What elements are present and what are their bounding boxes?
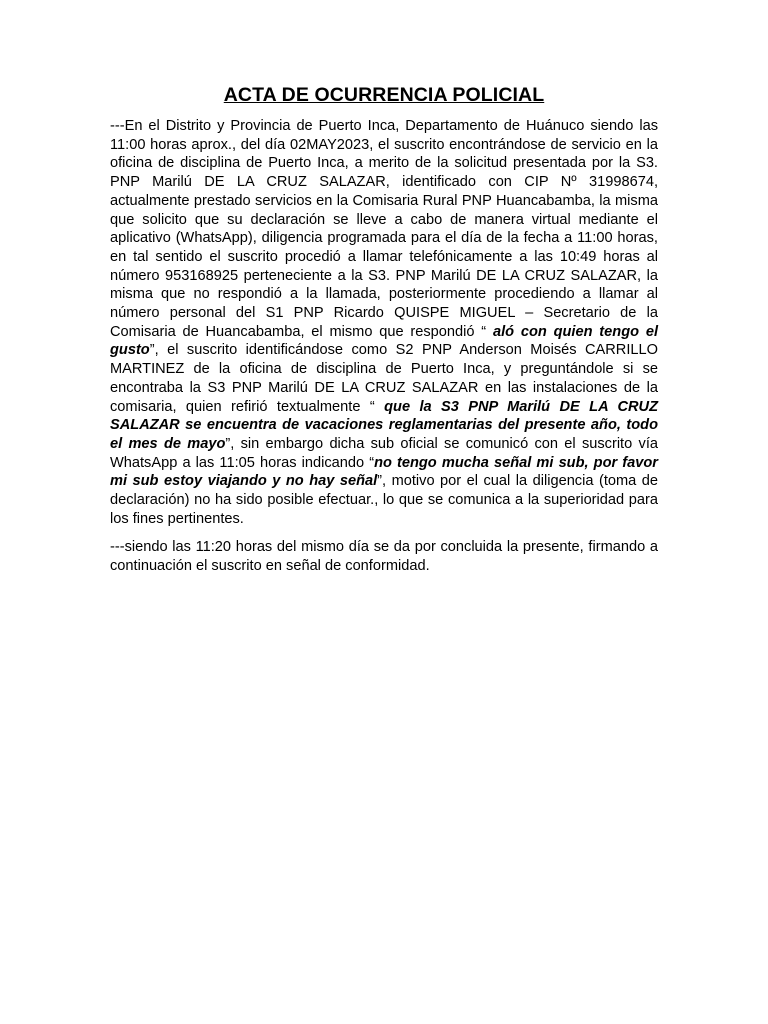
paragraph-text-segment: ”, sin embargo dicha sub oficial se comunicó con el suscrito vía WhatsApp a las 11:05 horas indicando “ xyxy=(110,435,658,471)
paragraph-text-segment: ”, motivo por el cual la diligencia (toma de declaración) no ha sido posible efectuar., lo que se comunica a la superioridad para los fines pertinentes. xyxy=(110,473,658,527)
quoted-response-3: no tengo mucha señal mi sub, por favor mi sub estoy viajando y no hay señal xyxy=(110,454,658,490)
quoted-response-1: aló con quien tengo el gusto xyxy=(110,323,658,359)
document-page xyxy=(110,84,658,576)
paragraph-text-segment: ---En el Distrito y Provincia de Puerto Inca, Departamento de Huánuco siendo las 11:00 horas aprox., del día 02MAY2023, el suscrito encontrándose de servicio en la oficina de disciplina de Puerto Inca, a merito de la solicitud presentada por la S3. PNP Marilú DE LA CRUZ SALAZAR, identificado con CIP Nº 31998674, actualmente prestado servicios en la Comisaria Rural PNP Huancabamba, la misma que solicito que su declaración se lleve a cabo de manera virtual mediante el aplicativo (WhatsApp), diligencia programada para el día de la fecha a 11:00 horas, en tal sentido el suscrito procedió a llamar telefónicamente a las 10:49 horas al número 953168925 perteneciente a la S3. PNP Marilú DE LA CRUZ SALAZAR, la misma que no respondió a la llamada, posteriormente procediendo a llamar al número personal del S1 PNP Ricardo QUISPE MIGUEL – Secretario de la Comisaria de Huancabamba, el mismo que respondió “ xyxy=(110,118,658,340)
quoted-response-2: que la S3 PNP Marilú DE LA CRUZ SALAZAR se encuentra de vacaciones reglamentarias del presente año, todo el mes de mayo xyxy=(110,398,659,452)
document-title: ACTA DE OCURRENCIA POLICIAL xyxy=(223,84,545,106)
paragraph-closing: ---siendo las 11:20 horas del mismo día se da por concluida la presente, firmando a continuación el suscrito en señal de conformidad. xyxy=(110,539,658,575)
paragraph-text-segment: ”, el suscrito identificándose como S2 PNP Anderson Moisés CARRILLO MARTINEZ de la oficina de disciplina de Puerto Inca, y preguntándole si se encontraba la S3 PNP Marilú DE LA CRUZ SALAZAR en las instalaciones de la comisaria, quien refirió textualmente “ xyxy=(110,342,658,415)
paragraph-main xyxy=(110,117,658,528)
